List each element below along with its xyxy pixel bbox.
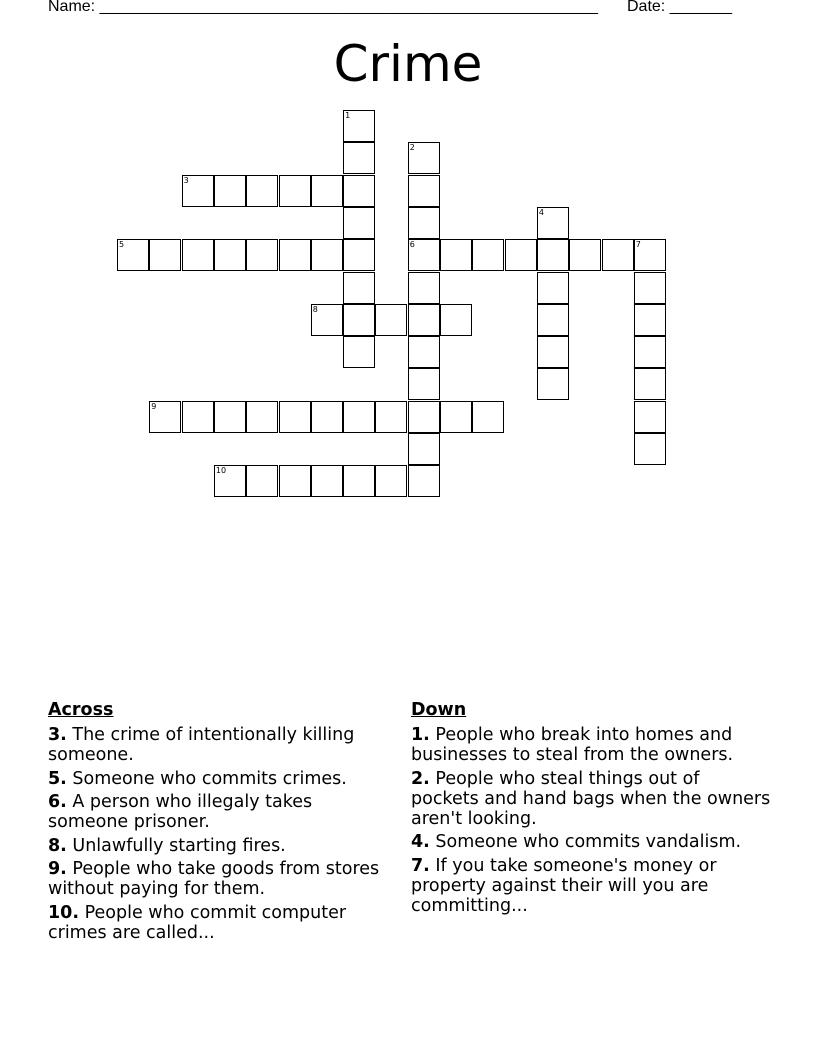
crossword-cell[interactable]: [408, 272, 440, 304]
clue-text: Unlawfully starting fires.: [66, 835, 286, 856]
crossword-cell[interactable]: [440, 304, 472, 336]
clue-across-9: [48, 859, 393, 899]
crossword-cell[interactable]: [408, 142, 440, 174]
clue-number: 1.: [411, 725, 430, 745]
clue-number: 8.: [48, 835, 67, 856]
crossword-cell[interactable]: [279, 465, 311, 497]
crossword-cell[interactable]: [472, 239, 504, 271]
crossword-cell[interactable]: [634, 239, 666, 271]
crossword-cell[interactable]: [440, 401, 472, 433]
name-field-label[interactable]: Name: ________________________________________________________: [48, 0, 598, 15]
down-heading: Down: [411, 700, 467, 720]
date-field-label[interactable]: Date: _______: [627, 0, 732, 15]
crossword-cell[interactable]: [634, 433, 666, 465]
clue-number: 2.: [411, 768, 430, 789]
crossword-cell[interactable]: [311, 239, 343, 271]
crossword-cell[interactable]: [375, 401, 407, 433]
crossword-cell[interactable]: [311, 304, 343, 336]
crossword-cell[interactable]: [408, 368, 440, 400]
clue-number-label: 9: [151, 401, 157, 411]
crossword-cell[interactable]: [214, 239, 246, 271]
clue-number: 9.: [48, 859, 67, 879]
crossword-cell[interactable]: [214, 175, 246, 207]
crossword-cell[interactable]: [375, 304, 407, 336]
crossword-cell[interactable]: [408, 304, 440, 336]
clue-text: Someone who commits vandalism.: [429, 832, 742, 852]
clue-number: 10.: [48, 902, 80, 923]
crossword-cell[interactable]: [537, 239, 569, 271]
clue-number-label: 6: [409, 240, 415, 250]
clue-number-label: 5: [119, 240, 125, 250]
clue-number: 5.: [48, 768, 67, 789]
clue-number: 6.: [48, 792, 67, 812]
clue-number: 7.: [411, 855, 430, 876]
crossword-cell[interactable]: [117, 239, 149, 271]
clue-text: The crime of intentionally killing someone.: [48, 725, 355, 765]
crossword-cell[interactable]: [279, 239, 311, 271]
clue-number-label: 10: [215, 466, 227, 476]
crossword-cell[interactable]: [343, 142, 375, 174]
clue-text: People who take goods from stores without paying for them.: [48, 859, 380, 899]
crossword-cell[interactable]: [343, 401, 375, 433]
clue-number-label: 8: [312, 304, 318, 314]
clue-across-8: [48, 836, 393, 856]
clue-across-6: [48, 792, 393, 832]
crossword-cell[interactable]: [408, 465, 440, 497]
crossword-cell[interactable]: [343, 336, 375, 368]
crossword-cell[interactable]: [634, 401, 666, 433]
crossword-cell[interactable]: [246, 175, 278, 207]
crossword-cell[interactable]: [537, 336, 569, 368]
clue-text: Someone who commits crimes.: [66, 768, 347, 789]
clue-down-7: [411, 856, 771, 916]
crossword-cell[interactable]: [569, 239, 601, 271]
across-clues: [48, 700, 393, 946]
crossword-cell[interactable]: [408, 207, 440, 239]
clue-number: 3.: [48, 725, 67, 745]
crossword-cell[interactable]: [343, 304, 375, 336]
crossword-cell[interactable]: [537, 368, 569, 400]
crossword-cell[interactable]: [246, 239, 278, 271]
clue-down-1: [411, 725, 771, 765]
crossword-cell[interactable]: [408, 239, 440, 271]
crossword-cell[interactable]: [246, 401, 278, 433]
clue-text: People who break into homes and businesses to steal from the owners.: [411, 725, 734, 765]
crossword-cell[interactable]: [182, 239, 214, 271]
crossword-cell[interactable]: [634, 304, 666, 336]
crossword-cell[interactable]: [343, 272, 375, 304]
crossword-cell[interactable]: [408, 401, 440, 433]
clue-across-10: [48, 903, 393, 943]
crossword-cell[interactable]: [537, 304, 569, 336]
crossword-cell[interactable]: [537, 272, 569, 304]
crossword-cell[interactable]: [472, 401, 504, 433]
crossword-cell[interactable]: [375, 465, 407, 497]
crossword-cell[interactable]: [149, 239, 181, 271]
clue-down-4: [411, 832, 771, 852]
crossword-cell[interactable]: [343, 465, 375, 497]
crossword-cell[interactable]: [343, 239, 375, 271]
clue-number-label: 2: [409, 143, 415, 153]
crossword-cell[interactable]: [343, 207, 375, 239]
crossword-cell[interactable]: [279, 175, 311, 207]
crossword-cell[interactable]: [149, 401, 181, 433]
crossword-cell[interactable]: [311, 401, 343, 433]
crossword-cell[interactable]: [279, 401, 311, 433]
clue-number-label: 4: [538, 207, 544, 217]
crossword-cell[interactable]: [408, 433, 440, 465]
crossword-cell[interactable]: [634, 368, 666, 400]
clue-text: People who steal things out of pockets and hand bags when the owners aren't looking.: [411, 768, 771, 829]
clue-text: If you take someone's money or property against their will you are committing...: [411, 855, 717, 916]
crossword-cell[interactable]: [343, 110, 375, 142]
down-clues: [411, 700, 771, 919]
crossword-cell[interactable]: [343, 175, 375, 207]
crossword-cell[interactable]: [246, 465, 278, 497]
crossword-cell[interactable]: [311, 175, 343, 207]
crossword-cell[interactable]: [408, 336, 440, 368]
crossword-cell[interactable]: [408, 175, 440, 207]
clue-down-2: [411, 769, 771, 829]
crossword-cell[interactable]: [214, 465, 246, 497]
across-heading: Across: [48, 700, 114, 720]
clue-number-label: 3: [183, 175, 189, 185]
crossword-cell[interactable]: [602, 239, 634, 271]
page-title: Crime: [333, 35, 483, 93]
crossword-cell[interactable]: [537, 207, 569, 239]
clue-number: 4.: [411, 832, 430, 852]
crossword-cell[interactable]: [634, 336, 666, 368]
clue-number-label: 1: [345, 111, 351, 120]
clue-across-3: [48, 725, 393, 765]
crossword-cell[interactable]: [634, 272, 666, 304]
crossword-grid: [0, 0, 816, 520]
clue-number-label: 7: [635, 240, 641, 250]
crossword-cell[interactable]: [214, 401, 246, 433]
clue-text: A person who illegaly takes someone prisoner.: [48, 792, 313, 832]
clue-text: People who commit computer crimes are called...: [48, 902, 347, 943]
crossword-cell[interactable]: [311, 465, 343, 497]
crossword-cell[interactable]: [440, 239, 472, 271]
crossword-cell[interactable]: [505, 239, 537, 271]
crossword-cell[interactable]: [182, 175, 214, 207]
clue-across-5: [48, 769, 393, 789]
crossword-cell[interactable]: [182, 401, 214, 433]
